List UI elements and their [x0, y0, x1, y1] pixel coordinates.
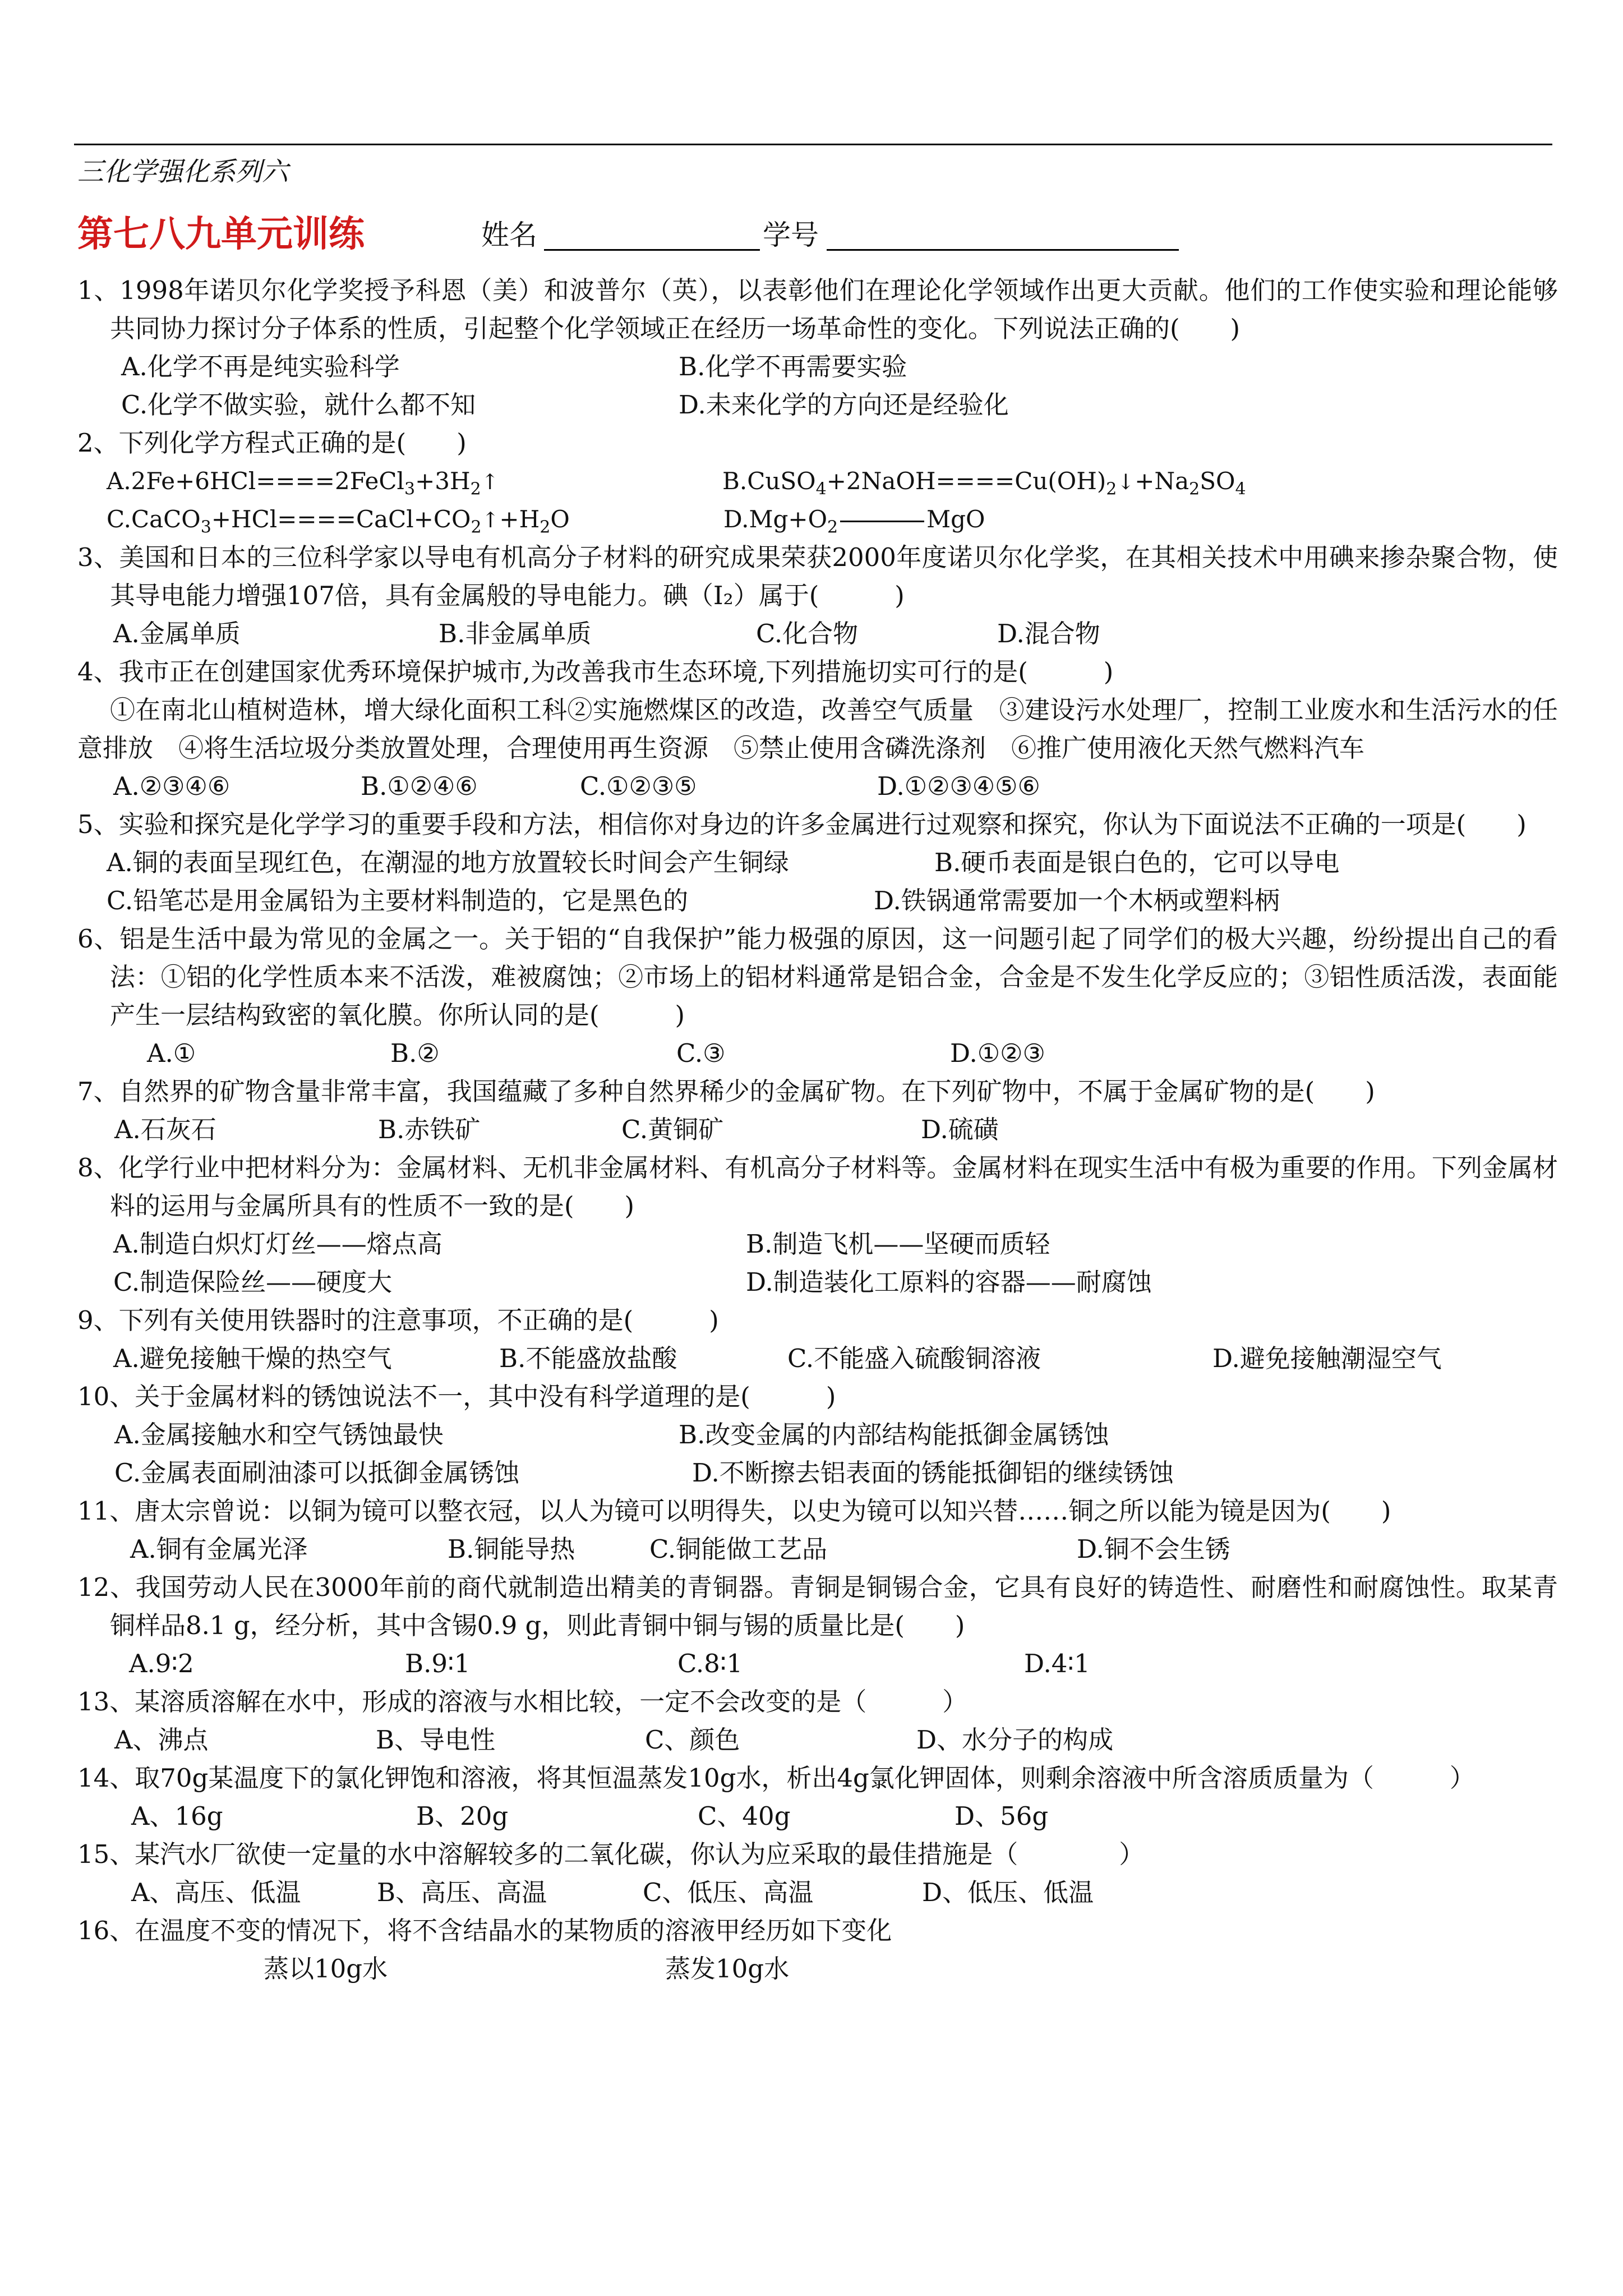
option-b[interactable]: B.硬币表面是银白色的，它可以导电	[934, 848, 1340, 877]
question-stem: 4、我市正在创建国家优秀环境保护城市,为改善我市生态环境,下列措施切实可行的是( )	[77, 657, 1114, 687]
option-c[interactable]: C.黄铜矿	[621, 1115, 724, 1144]
option-c[interactable]: C.金属表面刷油漆可以抵御金属锈蚀	[114, 1458, 520, 1488]
option-c[interactable]: C.铅笔芯是用金属铅为主要材料制造的，它是黑色的	[107, 886, 689, 915]
option-d[interactable]: D、低压、低温	[922, 1878, 1094, 1907]
page-title: 第七八九单元训练	[77, 213, 365, 255]
option-row	[77, 1225, 1558, 1263]
question-8	[77, 1149, 1558, 1301]
option-c[interactable]: C、低压、高温	[643, 1878, 814, 1907]
option-row	[77, 1454, 1558, 1492]
option-b[interactable]: B.②	[390, 1038, 440, 1068]
option-c[interactable]: C.制造保险丝——硬度大	[113, 1267, 393, 1297]
process-steps	[77, 1950, 1558, 1988]
option-a[interactable]: A、高压、低温	[131, 1878, 301, 1907]
option-d[interactable]: D.混合物	[997, 619, 1100, 648]
question-stem: 9、下列有关使用铁器时的注意事项，不正确的是( )	[77, 1305, 719, 1335]
option-a[interactable]: A.金属单质	[113, 619, 241, 648]
option-d[interactable]: D.避免接触潮湿空气	[1212, 1343, 1442, 1373]
option-b[interactable]: B、20g	[416, 1801, 509, 1831]
option-c[interactable]: $C.CaCO_3+HCl====CaCl+CO_2↑+H_2O$	[107, 505, 570, 537]
option-c[interactable]: C.不能盛入硫酸铜溶液	[787, 1343, 1041, 1373]
option-a[interactable]: A.金属接触水和空气锈蚀最快	[114, 1420, 444, 1450]
option-d[interactable]: D.制造装化工原料的容器——耐腐蚀	[746, 1267, 1152, 1297]
process-step-1: 蒸以10g水	[264, 1954, 388, 1984]
option-a[interactable]: A.铜有金属光泽	[130, 1534, 308, 1564]
option-d[interactable]: $D.Mg+O_2$ MgO	[723, 505, 985, 537]
option-b[interactable]: B.①②④⑥	[361, 771, 478, 801]
question-stem: 5、实验和探究是化学学习的重要手段和方法，相信你对身边的许多金属进行过观察和探究，你认为下面说法不正确的一项是( )	[77, 809, 1527, 839]
name-label: 姓名	[481, 219, 537, 251]
option-a[interactable]: A、16g	[131, 1801, 223, 1831]
option-a[interactable]: A.①	[147, 1038, 196, 1068]
option-d[interactable]: D.①②③	[950, 1038, 1045, 1068]
option-row	[77, 1111, 1558, 1149]
option-c[interactable]: C.化合物	[756, 619, 859, 648]
option-d[interactable]: D.①②③④⑤⑥	[877, 771, 1040, 801]
question-stem: 7、自然界的矿物含量非常丰富，我国蕴藏了多种自然界稀少的金属矿物。在下列矿物中，不属于金属矿物的是( )	[77, 1076, 1375, 1106]
option-row	[77, 1416, 1558, 1454]
option-c[interactable]: C.③	[676, 1038, 726, 1068]
up-arrow-icon: ↑	[481, 470, 499, 494]
question-15	[77, 1835, 1558, 1912]
option-d[interactable]: D.铜不会生锈	[1077, 1534, 1230, 1564]
option-row	[77, 1645, 1558, 1683]
option-c[interactable]: C、40g	[698, 1801, 791, 1831]
option-a[interactable]: A.避免接触干燥的热空气	[113, 1343, 392, 1373]
question-2	[77, 424, 1558, 539]
question-5	[77, 806, 1558, 920]
id-label: 学号	[763, 219, 819, 251]
option-a[interactable]: $A.2Fe+6HCl====2FeCl_3+3H_2↑$	[107, 467, 499, 499]
option-row	[77, 767, 1558, 806]
question-stem: 3、美国和日本的三位科学家以导电有机高分子材料的研究成果荣获2000年度诺贝尔化学奖，在其相关技术中用碘来掺杂聚合物，使其导电能力增强107倍，具有金属般的导电能力。碘（I₂）属于( )	[77, 542, 1558, 610]
question-14	[77, 1759, 1558, 1835]
option-b[interactable]: B、高压、高温	[377, 1878, 547, 1907]
question-stem: 16、在温度不变的情况下，将不含结晶水的某物质的溶液甲经历如下变化	[77, 1916, 892, 1945]
option-d[interactable]: D.不断擦去铝表面的锈能抵御铝的继续锈蚀	[692, 1458, 1174, 1488]
question-1	[77, 272, 1558, 424]
question-list	[77, 272, 1558, 1988]
question-4	[77, 653, 1558, 806]
option-row	[77, 348, 1558, 386]
option-b[interactable]: B.化学不再需要实验	[679, 352, 907, 381]
question-16	[77, 1912, 1558, 1988]
question-stem: 15、某汽水厂欲使一定量的水中溶解较多的二氧化碳，你认为应采取的最佳措施是（ ）	[77, 1839, 1145, 1869]
option-b[interactable]: B.铜能导热	[448, 1534, 575, 1564]
question-stem: 14、取70g某温度下的氯化钾饱和溶液，将其恒温蒸发10g水，析出4g氯化钾固体，则剩余溶液中所含溶质质量为（ ）	[77, 1763, 1475, 1793]
option-b[interactable]: B.制造飞机——坚硬而质轻	[746, 1229, 1050, 1259]
up-arrow-icon: ↑	[481, 508, 500, 532]
series-label: 三化学强化系列六	[77, 157, 288, 187]
question-13	[77, 1683, 1558, 1759]
option-b[interactable]: B.改变金属的内部结构能抵御金属锈蚀	[679, 1420, 1109, 1450]
option-row	[77, 615, 1558, 653]
option-d[interactable]: D、水分子的构成	[916, 1725, 1114, 1755]
question-9	[77, 1301, 1558, 1378]
option-a[interactable]: A.制造白炽灯灯丝——熔点高	[113, 1229, 442, 1259]
question-6	[77, 920, 1558, 1073]
option-c[interactable]: C.8∶1	[677, 1649, 743, 1678]
question-3	[77, 539, 1558, 653]
option-d[interactable]: D.4∶1	[1024, 1649, 1090, 1678]
option-a[interactable]: A、沸点	[114, 1725, 209, 1755]
question-body: ①在南北山植树造林，增大绿化面积工科②实施燃煤区的改造，改善空气质量 ③建设污水处理厂，控制工业废水和生活污水的任意排放 ④将生活垃圾分类放置处理，合理使用再生资源 ⑤禁止使用含磷洗涤剂 ⑥推广使用液化天然气燃料汽车	[77, 695, 1558, 763]
name-field[interactable]	[544, 249, 760, 251]
question-stem: 2、下列化学方程式正确的是( )	[77, 428, 467, 458]
option-b[interactable]: B.不能盛放盐酸	[499, 1343, 677, 1373]
option-a[interactable]: A.铜的表面呈现红色，在潮湿的地方放置较长时间会产生铜绿	[107, 848, 789, 877]
id-field[interactable]	[827, 249, 1179, 251]
option-c[interactable]: C.①②③⑤	[580, 771, 697, 801]
question-stem: 6、铝是生活中最为常见的金属之一。关于铝的“自我保护”能力极强的原因，这一问题引起了同学们的极大兴趣，纷纷提出自己的看法：①铝的化学性质本来不活泼，难被腐蚀；②市场上的铝材料通常是铝合金，合金是不发生化学反应的；③铝性质活泼，表面能产生一层结构致密的氧化膜。你所认同的是( )	[77, 924, 1558, 1030]
option-row	[77, 1340, 1558, 1378]
option-row	[77, 500, 1558, 539]
option-c[interactable]: C、颜色	[645, 1725, 740, 1755]
reaction-condition-line	[840, 521, 924, 522]
question-stem: 12、我国劳动人民在3000年前的商代就制造出精美的青铜器。青铜是铜锡合金，它具有良好的铸造性、耐磨性和耐腐蚀性。取某青铜样品8.1 g，经分析，其中含锡0.9 g，则此青铜中铜与锡的质量比是( )	[77, 1572, 1558, 1640]
option-d[interactable]: D.未来化学的方向还是经验化	[679, 390, 1009, 420]
option-row	[77, 882, 1558, 920]
option-row	[77, 1530, 1558, 1568]
option-a[interactable]: A.②③④⑥	[113, 771, 230, 801]
option-a[interactable]: A.化学不再是纯实验科学	[121, 352, 400, 381]
option-b[interactable]: $B.CuSO_4+2NaOH====Cu(OH)_2↓+Na_2SO_4$	[722, 467, 1246, 499]
option-b[interactable]: B.赤铁矿	[378, 1115, 481, 1144]
option-row	[77, 386, 1558, 424]
question-stem: 10、关于金属材料的锈蚀说法不一，其中没有科学道理的是( )	[77, 1382, 836, 1411]
process-step-2: 蒸发10g水	[665, 1954, 790, 1984]
option-row	[77, 844, 1558, 882]
option-b[interactable]: B.9∶1	[405, 1649, 471, 1678]
question-10	[77, 1378, 1558, 1492]
header-rule	[74, 144, 1552, 145]
question-stem: 1、1998年诺贝尔化学奖授予科恩（美）和波普尔（英），以表彰他们在理论化学领域作出更大贡献。他们的工作使实验和理论能够共同协力探讨分子体系的性质，引起整个化学领域正在经历一场革命性的变化。下列说法正确的( )	[77, 275, 1558, 343]
option-row	[77, 1263, 1558, 1301]
option-c[interactable]: C.铜能做工艺品	[649, 1534, 828, 1564]
question-11	[77, 1492, 1558, 1568]
option-row	[77, 462, 1558, 500]
question-12	[77, 1568, 1558, 1683]
option-row	[77, 1034, 1558, 1073]
option-b[interactable]: B.非金属单质	[439, 619, 592, 648]
question-stem: 11、唐太宗曾说：以铜为镜可以整衣冠，以人为镜可以明得失，以史为镜可以知兴替……铜之所以能为镜是因为( )	[77, 1496, 1391, 1526]
option-c[interactable]: C.化学不做实验，就什么都不知	[121, 390, 476, 420]
option-b[interactable]: B、导电性	[376, 1725, 496, 1755]
option-a[interactable]: A.9∶2	[129, 1649, 194, 1678]
down-arrow-icon: ↓	[1117, 470, 1135, 494]
option-row	[77, 1721, 1558, 1759]
question-7	[77, 1073, 1558, 1149]
option-d[interactable]: D、56g	[955, 1801, 1049, 1831]
option-row	[77, 1797, 1558, 1835]
question-stem: 8、化学行业中把材料分为：金属材料、无机非金属材料、有机高分子材料等。金属材料在现实生活中有极为重要的作用。下列金属材料的运用与金属所具有的性质不一致的是( )	[77, 1153, 1558, 1221]
question-stem: 13、某溶质溶解在水中，形成的溶液与水相比较，一定不会改变的是（ ）	[77, 1687, 968, 1717]
option-d[interactable]: D.硫磺	[921, 1115, 999, 1144]
option-row	[77, 1874, 1558, 1912]
option-d[interactable]: D.铁锅通常需要加一个木柄或塑料柄	[874, 886, 1280, 915]
option-a[interactable]: A.石灰石	[114, 1115, 216, 1144]
